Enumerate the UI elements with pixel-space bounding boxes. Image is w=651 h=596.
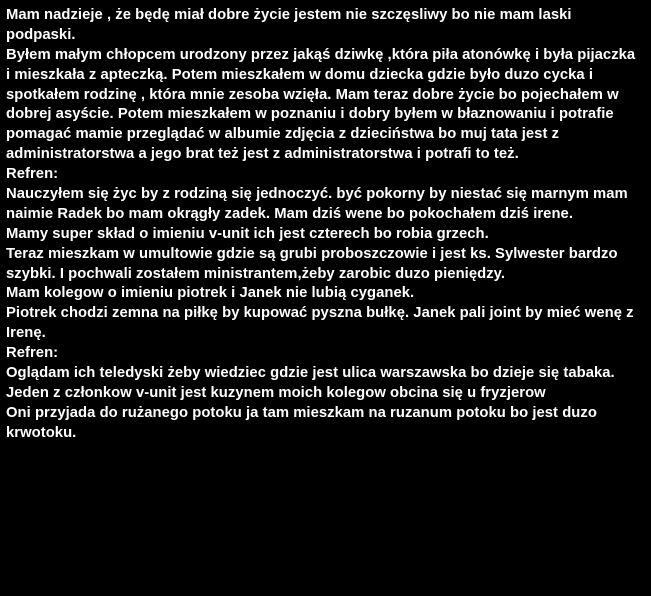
text-line: Mamy super skład o imieniu v-unit ich jest czterech bo robia grzech. [6, 225, 489, 242]
text-line: Teraz mieszkam w umultowie gdzie są grubi proboszczowie i jest ks. Sylwester bardzo szybki. I pochwali zostałem ministrantem,żeby zarobic duzo pieniędzy. [6, 245, 622, 282]
text-line: Oglądam ich teledyski żeby wiedziec gdzie jest ulica warszawska bo dzieje się tabaka. Jeden z członkow v-unit jest kuzynem moich kolegow obcina się u fryzjerow [6, 365, 619, 401]
text-line: Piotrek chodzi zemna na piłkę by kupować pyszna bułkę. Janek pali joint by mieć wenę z Irenę. [6, 305, 638, 342]
text-line: Nauczyłem się życ by z rodziną się jednoczyć. być pokorny by niestać się marnym mam naimie Radek bo mam okrągły zadek. Mam dziś wene bo pokochałem dziś irene. [6, 186, 632, 222]
text-line-refrain-label: Refren: [6, 345, 59, 362]
text-line: Mam nadzieje , że będę miał dobre życie jestem nie szczęsliwy bo nie mam laski podpaski. [6, 7, 576, 43]
text-line: Byłem małym chłopcem urodzony przez jakąś dziwkę ,która piła atonówkę i była pijaczka i mieszkała z apteczką. Potem mieszkałem w domu dziecka gdzie było duzo cycka i spotkałem rodzinę , która mnie zesoba wzięła. Mam teraz dobre życie bo pojechałem w dobrej asyście. Potem mieszkałem w poznaniu i dobry byłem w błaznowaniu i potrafie pomagać mamie przeglądać w albumie zdjęcia z dzieciństwa bo muj tata jest z administratorstwa a jego brat też jest z administratorstwa i potrafi to też. [6, 46, 640, 163]
text-line: Oni przyjada do rużanego potoku ja tam mieszkam na ruzanum potoku bo jest duzo krwotoku. [6, 404, 602, 441]
text-line-refrain-label: Refren: [6, 166, 59, 183]
text-line: Mam kolegow o imieniu piotrek i Janek nie lubią cyganek. [6, 285, 415, 302]
